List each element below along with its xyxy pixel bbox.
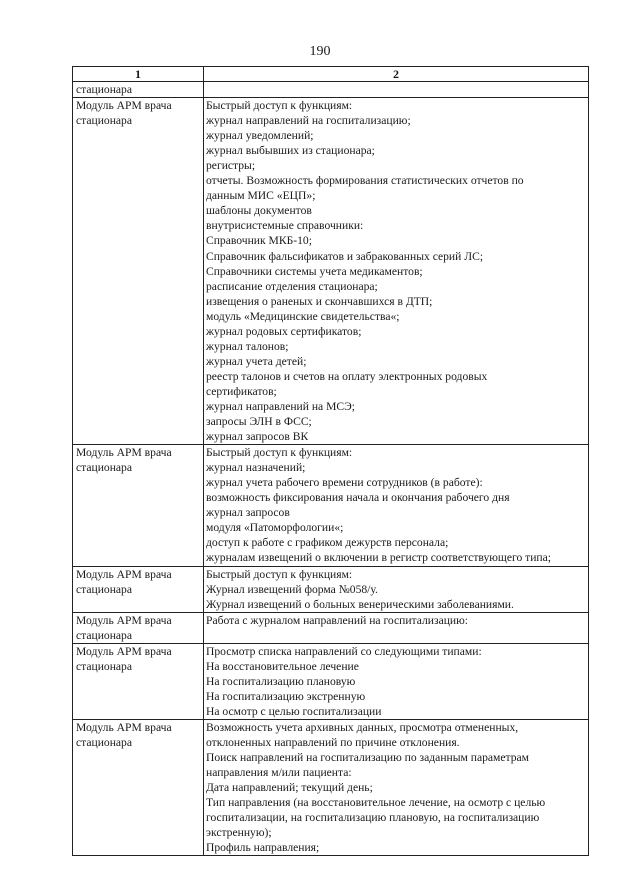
module-name-line: Модуль АРМ врача	[76, 567, 172, 581]
function-line: госпитализации, на госпитализацию плановую, на госпитализацию	[206, 811, 540, 825]
function-line: Просмотр списка направлений со следующими типами:	[206, 644, 482, 658]
module-name-line: Модуль АРМ врача	[76, 644, 172, 658]
function-line: Справочники системы учета медикаментов;	[206, 264, 423, 278]
function-cell	[204, 445, 589, 566]
column-header-1: 1	[73, 67, 204, 82]
function-line: извещения о раненых и скончавшихся в ДТП;	[206, 294, 433, 308]
function-line: Быстрый доступ к функциям:	[206, 567, 353, 581]
table-row	[73, 612, 589, 643]
function-cell	[204, 98, 589, 445]
function-line: Тип направления (на восстановительное лечение, на осмотр с целью	[206, 796, 546, 810]
function-cell	[204, 719, 589, 855]
table-row	[73, 719, 589, 855]
function-line: модуль «Медицинские свидетельства«;	[206, 309, 400, 323]
function-line: журнал уведомлений;	[206, 129, 314, 143]
page-number: 190	[309, 44, 331, 59]
function-cell	[204, 566, 589, 612]
function-line: Работа с журналом направлений на госпитализацию:	[206, 613, 469, 627]
module-cell	[73, 445, 204, 566]
function-line: доступ к работе с графиком дежурств персонала;	[206, 536, 449, 550]
function-line: Справочник МКБ-10;	[206, 234, 312, 248]
function-line: возможность фиксирования начала и окончания рабочего дня	[206, 491, 510, 505]
function-line: журнал запросов	[206, 506, 290, 520]
function-line: журнал талонов;	[206, 339, 289, 353]
requirements-table	[72, 66, 589, 856]
function-line: Возможность учета архивных данных, просмотра отмененных,	[206, 720, 519, 734]
function-line: отчеты. Возможность формирования статистических отчетов по	[206, 174, 524, 188]
function-line: модуля «Патоморфологии«;	[206, 521, 344, 535]
module-name-line: Модуль АРМ врача	[76, 446, 172, 460]
module-cell	[73, 719, 204, 855]
function-line: журнал учета детей;	[206, 354, 307, 368]
table-body	[73, 67, 589, 856]
function-line: регистры;	[206, 159, 256, 173]
table-header-row	[73, 67, 589, 82]
module-cell	[73, 643, 204, 719]
function-line	[206, 628, 586, 643]
function-line: На восстановительное лечение	[206, 659, 359, 673]
function-line: журнал назначений;	[206, 461, 306, 475]
function-line: журнал родовых сертификатов;	[206, 324, 362, 338]
function-line: запросы ЭЛН в ФСС;	[206, 415, 312, 429]
function-line: Журнал извещений форма №058/у.	[206, 582, 378, 596]
table-row	[73, 98, 589, 445]
function-line: журнал запросов ВК	[206, 430, 309, 444]
function-line: данным МИС «ЕЦП»;	[206, 189, 316, 203]
function-line: расписание отделения стационара;	[206, 279, 378, 293]
function-line: На госпитализацию плановую	[206, 674, 356, 688]
function-line: Быстрый доступ к функциям:	[206, 446, 353, 460]
function-cell	[204, 612, 589, 643]
function-line: Поиск направлений на госпитализацию по заданным параметрам	[206, 751, 530, 765]
module-name-line: Модуль АРМ врача	[76, 613, 172, 627]
module-name-line: стационара	[76, 83, 132, 96]
function-line: Профиль направления;	[206, 841, 320, 855]
function-line: журнал выбывших из стационара;	[206, 144, 375, 158]
module-name-line: стационара	[76, 628, 132, 642]
function-line: журнал направлений на МСЭ;	[206, 399, 356, 413]
table-row	[73, 566, 589, 612]
function-line: реестр талонов и счетов на оплату электронных родовых	[206, 369, 488, 383]
function-line: Журнал извещений о больных венерическими заболеваниями.	[206, 597, 514, 611]
function-line: экстренную);	[206, 826, 272, 840]
function-cell	[204, 82, 589, 98]
module-name-line: Модуль АРМ врача	[76, 99, 172, 113]
function-line: Дата направлений; текущий день;	[206, 781, 373, 795]
module-name-line: стационара	[76, 659, 132, 673]
table-row	[73, 643, 589, 719]
table-row	[73, 445, 589, 566]
module-name-line: стационара	[76, 461, 132, 475]
function-line: направления м/или пациента:	[206, 766, 352, 780]
module-cell	[73, 566, 204, 612]
function-line: шаблоны документов	[206, 204, 312, 218]
function-line: На госпитализацию экстренную	[206, 689, 366, 703]
module-name-line: стационара	[76, 736, 132, 750]
function-line: Справочник фальсификатов и забракованных серий ЛС;	[206, 249, 484, 263]
module-name-line: Модуль АРМ врача	[76, 720, 172, 734]
module-cell	[73, 98, 204, 445]
function-line: внутрисистемные справочники:	[206, 219, 364, 233]
function-line: сертификатов;	[206, 384, 277, 398]
function-cell	[204, 643, 589, 719]
function-line: Быстрый доступ к функциям:	[206, 99, 353, 113]
module-cell	[73, 612, 204, 643]
module-cell	[73, 82, 204, 98]
function-line: отклоненных направлений по причине отклонения.	[206, 736, 460, 750]
column-header-2: 2	[204, 67, 589, 82]
module-name-line: стационара	[76, 582, 132, 596]
function-line: На осмотр с целью госпитализации	[206, 704, 382, 718]
module-name-line: стационара	[76, 114, 132, 128]
function-line: журналам извещений о включении в регистр соответствующего типа;	[206, 551, 552, 565]
function-line: журнал направлений на госпитализацию;	[206, 114, 411, 128]
table-row	[73, 82, 589, 98]
function-line: журнал учета рабочего времени сотрудников (в работе):	[206, 476, 483, 490]
